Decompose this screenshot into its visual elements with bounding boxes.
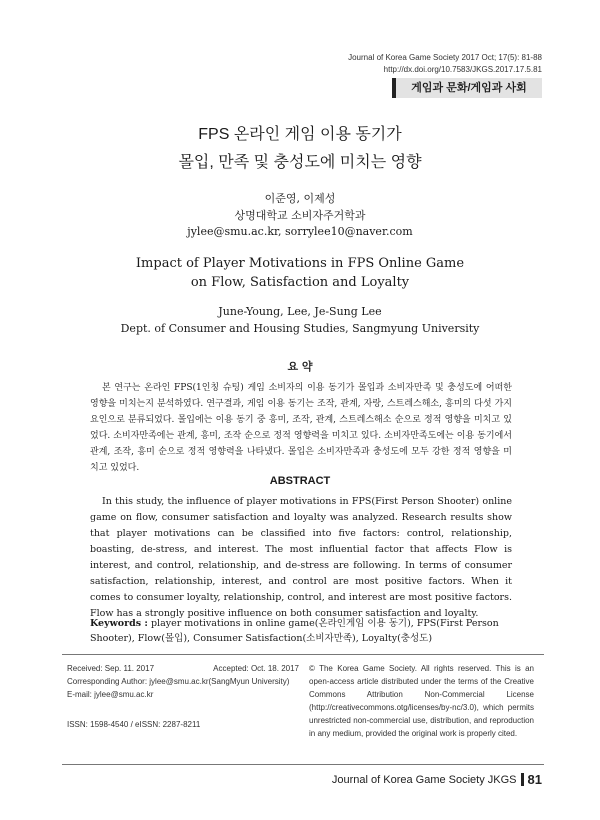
corresponding-author: Corresponding Author: jylee@smu.ac.kr(SangMyun University): [67, 677, 290, 686]
page-number: 81: [527, 772, 542, 787]
abstract-ko-body: 본 연구는 온라인 FPS(1인칭 슈팅) 게임 소비자의 이용 동기가 몰입과 소비자만족 및 충성도에 어떠한 영향을 미치는지 분석하였다. 연구결과, 게임 이용 동기는 조작, 관계, 자랑, 스트레스해소, 흥미의 다섯 가지 요인으로 분류되었다. 몰입에는 이용 동기 중 흥미, 조작, 관계, 스트레스해소 순으로 정적 영향을 미치고 있었다. 소비자만족에는 관계, 흥미, 조작 순으로 정적 영향력을 미치고 있다. 소비자만족도에는 이용 동기에서 관계, 조작, 흥미 순으로 정적 영향력을 나타냈다. 몰입은 소비자만족과 충성도에 모두 강한 정적 영향을 미치고 있었다.: [90, 383, 512, 473]
category-tag: 게임과 문화/게임과 사회: [392, 78, 542, 98]
keywords-label: Keywords :: [90, 618, 148, 629]
page-footer: [332, 772, 542, 787]
dates-row: [67, 662, 299, 675]
keywords: [90, 616, 520, 646]
abstract-ko-heading: 요 약: [287, 360, 313, 373]
title-ko-line1: FPS 온라인 게임 이용 동기가: [198, 126, 402, 143]
title-en-line2: on Flow, Satisfaction and Loyalty: [190, 275, 410, 290]
footer-journal-name: Journal of Korea Game Society JKGS: [331, 773, 517, 786]
affiliation-ko: 상명대학교 소비자주거학과: [234, 209, 366, 222]
page-footer-divider: [62, 764, 544, 765]
title-en-line1: Impact of Player Motivations in FPS Online Game: [135, 256, 465, 271]
copyright-notice: © The Korea Game Society. All rights reserved. This is an open-access article distributed under the terms of the Creative Commons Attribution Non-Commercial License (http://creativecommons.otg/licenses/by-nc/3.0), which permits unrestricted non-commercial use, distribution, and reproduction in any medium, provided the original work is properly cited.: [309, 664, 534, 738]
doi-link[interactable]: http://dx.doi.org/10.7583/JKGS.2017.17.5.81: [383, 65, 542, 74]
authors-en: June-Young, Lee, Je-Sung Lee: [218, 305, 382, 318]
article-info: [67, 662, 299, 701]
journal-header: [212, 52, 542, 76]
title-ko-line2: 몰입, 만족 및 충성도에 미치는 영향: [178, 154, 422, 171]
accepted-date: Accepted: Oct. 18. 2017: [213, 664, 299, 673]
journal-citation: Journal of Korea Game Society 2017 Oct; 17(5): 81-88: [348, 53, 542, 62]
footer-separator: [521, 773, 524, 786]
affiliation-en: Dept. of Consumer and Housing Studies, Sangmyung University: [120, 322, 480, 335]
abstract-en-body: In this study, the influence of player motivations in FPS(First Person Shooter) online game on flow, consumer satisfaction and loyalty was analyzed. Research results show that player motivations can be classified into five factors: control, relationship, boasting, de-stress, and interest. The most influential factor that affects Flow is interest, and control, relationship, and de-stress are following. In terms of consumer satisfaction, relationship, interest, and control are most positive factors. When it comes to consumer loyalty, relationship, control, and interest are most positive factors. Flow has a strongly positive influence on both consumer satisfaction and loyalty.: [90, 496, 512, 619]
author-emails: jylee@smu.ac.kr, sorrylee10@naver.com: [187, 225, 413, 238]
authors-ko: 이준영, 이제성: [264, 192, 336, 205]
footer-divider: [62, 654, 544, 655]
contact-email: E-mail: jylee@smu.ac.kr: [67, 690, 154, 699]
received-date: Received: Sep. 11. 2017: [67, 664, 155, 673]
issn: ISSN: 1598-4540 / eISSN: 2287-8211: [67, 720, 201, 729]
keywords-text: player motivations in online game(온라인게임 이용 동기), FPS(First Person Shooter), Flow(몰입), Consumer Satisfaction(소비자만족), Loyalty(충성도): [90, 618, 499, 644]
abstract-en-heading: ABSTRACT: [269, 475, 331, 487]
